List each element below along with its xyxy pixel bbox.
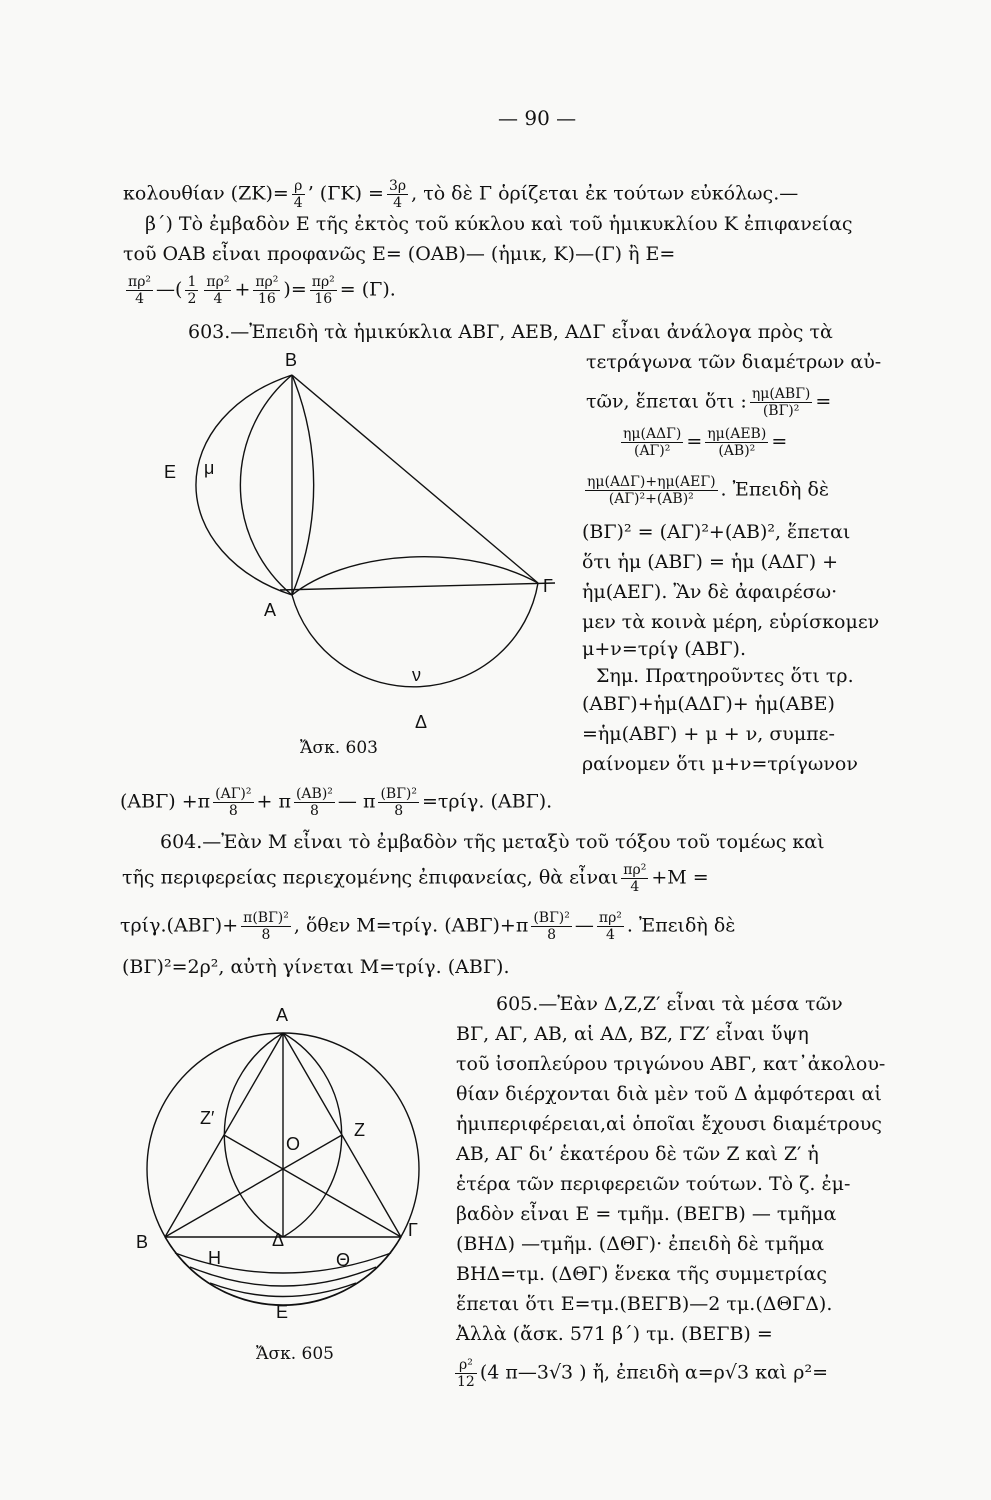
frac-num: πρ² [311,274,335,290]
l6-a: (ΑΒΓ) +π [120,790,211,813]
s605-line-12: Ἀλλὰ (ἄσκ. 571 β΄) τμ. (ΒΕΓΒ) = [456,1323,773,1345]
frac-pr2-4c [621,862,648,895]
line-bg [292,375,538,583]
l9-b: , ὅθεν Μ=τρίγ. (ΑΒΓ)+π [293,914,529,937]
label-e: E [164,462,177,482]
s605-line-1: 605.—Ἐὰν Δ,Ζ,Ζ′ εἶναι τὰ μέσα τῶν [496,993,843,1015]
frac-num: (ΒΓ)² [380,786,417,802]
fraction-zk [292,178,305,211]
frac-den: 2 [187,291,197,307]
right-line-5: (ΒΓ)² = (ΑΓ)²+(ΑΒ)², ἕπεται [582,521,851,543]
r3-eq1: = [686,430,703,453]
line-1-start: κολουθίαν (ΖΚ)= [123,182,289,205]
frac-num: ημ(ΑΒΓ) [751,386,811,402]
text-line-2: β΄) Τὸ ἐμβαδὸν Ε τῆς ἐκτὸς τοῦ κύκλου καὶ τοῦ ἡμικυκλίου Κ ἐπιφανείας [145,213,853,235]
semicircle-ab [224,1033,283,1237]
r3-eq2: = [771,430,788,453]
caption-605: Ἄσκ. 605 [256,1344,334,1364]
label-a-605: A [276,1005,289,1025]
frac-pr2-4d [597,910,624,943]
formula-line-4 [123,274,396,307]
right-line-6: ὅτι ἡμ (ΑΒΓ) = ἡμ (ΑΔΓ) + [582,551,839,573]
text-line-3: τοῦ ΟΑΒ εἶναι προφανῶς Ε= (ΟΑΒ)— (ἡμικ, Κ)—(Γ) ἢ Ε= [123,243,676,265]
frac-pbg2-8 [241,910,291,943]
s605-line-10: ΒΗΔ=τμ. (ΔΘΓ) ἕνεκα τῆς συμμετρίας [456,1263,828,1285]
s605-line-11: ἕπεται ὅτι Ε=τμ.(ΒΕΓΒ)—2 τμ.(ΔΘΓΔ). [456,1293,833,1315]
frac-den: 8 [394,803,404,819]
s605-line-6: ΑΒ, ΑΓ δι’ ἑκατέρου δὲ τῶν Ζ καὶ Ζ′ ἡ [456,1143,819,1165]
r2-pre: τῶν, ἕπεται ὅτι : [586,390,747,413]
frac-ab2-8 [294,786,335,819]
right-line-12: =ἡμ(ΑΒΓ) + μ + ν, συμπε- [582,723,835,745]
frac-den: 4 [135,291,144,307]
frac-1-2 [185,274,198,307]
right-line-8: μεν τὰ κοινὰ μέρη, εὑρίσκομεν [582,611,880,633]
l8-post: +Μ = [651,866,709,889]
text-line-8 [122,862,709,895]
l9-c: — [574,914,594,937]
frac-aeb [705,426,768,459]
frac-bg2-8 [378,786,419,819]
line-1-end: , τὸ δὲ Γ ὁρίζεται ἐκ τούτων εὐκόλως.— [411,182,799,205]
text-line-604: 604.—Ἐὰν Μ εἶναι τὸ ἐμβαδὸν τῆς μεταξὺ τοῦ τόξου τοῦ τομέως καὶ [160,831,825,853]
formula-line-6 [120,786,552,819]
s605-line-9: (ΒΗΔ) —τμῆμ. (ΔΘΓ)· ἐπειδὴ δὲ τμῆμα [456,1233,825,1255]
frac-num: π(ΒΓ)² [243,910,289,926]
s605-line-8: βαδὸν εἶναι Ε = τμῆμ. (ΒΕΓΒ) — τμῆμα [456,1203,837,1225]
semicircle-aeb [240,375,292,595]
frac-num: ημ(ΑΔΓ) [623,426,682,442]
right-line-10: Σημ. Πρατηροῦντες ὅτι τρ. [596,665,854,687]
l9-a: τρίγ.(ΑΒΓ)+ [120,914,239,937]
s605-line-13 [452,1357,828,1390]
page-number: — 90 — [498,106,577,130]
label-o: O [286,1134,301,1154]
frac-den: 4 [630,879,640,895]
right-line-11: (ΑΒΓ)+ἡμ(ΑΔΓ)+ ἡμ(ΑΒΕ) [582,693,835,715]
frac-num: πρ² [598,910,622,926]
s605-line-5: ἡμιπεριφέρειαι,αἱ ὁποῖαι ἔχουσι διαμέτρους [456,1113,882,1135]
frac-den: 4 [393,195,402,211]
right-line-2 [586,386,831,419]
frac-num: πρ² [623,862,647,878]
s605-line-7: ἑτέρα τῶν περιφερειῶν τούτων. Τὸ ζ. ἐμ- [456,1173,851,1195]
arc-mu [196,375,292,595]
frac-den: 8 [261,927,271,943]
figure-605 [130,1005,440,1335]
frac-sum [585,474,718,507]
caption-603: Ἄσκ. 603 [300,738,378,758]
frac-den: 4 [605,927,615,943]
frac-num: 3ρ [388,178,407,194]
s605-line-2: ΒΓ, ΑΓ, ΑΒ, αἱ ΑΔ, ΒΖ, ΓΖ′ εἶναι ὕψη [456,1023,809,1045]
frac-pr2-16b [310,274,337,307]
frac-pr2-16 [253,274,280,307]
formula-plus: + [234,278,251,301]
frac-num: ρ [292,178,305,195]
text-line-1 [123,178,798,211]
s13-post: (4 π—3√3 ) ἤ, ἐπειδὴ α=ρ√3 καὶ ρ²= [479,1361,828,1384]
frac-den: 12 [457,1374,475,1390]
frac-den: (ΑΓ)²+(ΑΒ)² [608,491,694,507]
label-g: Γ [543,576,553,596]
arc-inner [292,375,314,595]
frac-num: ημ(ΑΕΒ) [707,426,767,442]
line-ag [280,583,555,590]
r2-eq: = [815,390,832,413]
altitude-gzp [224,1135,401,1237]
frac-num: πρ² [206,274,230,290]
frac-den: 8 [309,803,319,819]
r4-post: . Ἐπειδὴ δὲ [720,478,830,501]
l8-pre: τῆς περιφερείας περιεχομένης ἐπιφανείας, θὰ εἶναι [122,866,619,889]
label-nu: ν [412,665,421,685]
frac-den: 16 [257,291,276,307]
figure-603 [150,345,590,765]
frac-num: (ΑΒ)² [295,786,333,802]
frac-den: 4 [213,291,223,307]
label-b-605: B [136,1232,149,1252]
label-zp: Z′ [200,1108,215,1128]
formula-close: )= [283,278,307,301]
frac-den: 8 [547,927,557,943]
frac-den: 4 [293,195,303,211]
text-line-10: (ΒΓ)²=2ρ², αὐτὴ γίνεται Μ=τρίγ. (ΑΒΓ). [122,956,510,978]
frac-den: (ΑΒ)² [718,443,756,459]
frac-num: πρ² [128,274,152,290]
frac-ag2-8 [213,786,253,819]
l9-d: . Ἐπειδὴ δὲ [626,914,736,937]
frac-den: (ΑΓ)² [633,443,671,459]
frac-num: 1 [187,274,197,290]
label-a: A [264,600,277,620]
label-mu: μ [204,458,215,478]
l6-c: — π [337,790,376,813]
label-b: B [285,350,298,370]
frac-den: 8 [228,803,238,819]
altitude-bz [165,1135,342,1237]
label-z: Z [354,1120,365,1140]
frac-abg [750,386,813,419]
line-1-mid: ’ (ΓΚ) = [307,182,384,205]
frac-num: ημ(ΑΔΓ)+ημ(ΑΕΓ) [587,474,716,490]
right-line-4 [582,474,829,507]
frac-num: (ΑΓ)² [215,786,252,802]
label-th: Θ [336,1250,351,1270]
label-d: Δ [415,712,428,732]
frac-num: πρ² [255,274,279,290]
l6-d: =τρίγ. (ΑΒΓ). [421,790,553,813]
frac-bg2-8b [531,910,572,943]
frac-den: (ΒΓ)² [762,403,800,419]
right-line-1: τετράγωνα τῶν διαμέτρων αὐ- [586,351,882,373]
frac-r2-12 [455,1357,477,1390]
s605-line-3: τοῦ ἰσοπλεύρου τριγώνου ΑΒΓ, κατ᾽ἀκολου- [456,1053,886,1075]
formula-open: —( [156,278,183,301]
frac-num: (ΒΓ)² [533,910,570,926]
frac-den: 16 [314,291,333,307]
right-line-13: ραίνομεν ὅτι μ+ν=τρίγωνον [582,753,858,775]
label-d-605: Δ [272,1230,285,1250]
frac-pr2-4b [204,274,231,307]
text-line-603: 603.—Ἐπειδὴ τὰ ἡμικύκλια ΑΒΓ, ΑΕΒ, ΑΔΓ εἶναι ἀνάλογα πρὸς τὰ [188,321,833,343]
label-h: H [208,1248,221,1268]
right-line-9: μ+ν=τρίγ (ΑΒΓ). [582,638,746,660]
frac-adg [621,426,683,459]
formula-end: = (Γ). [339,278,396,301]
label-g-605: Γ [408,1220,418,1240]
l6-b: + π [256,790,291,813]
label-e-605: E [276,1302,289,1322]
frac-pr2-4 [126,274,153,307]
frac-num: ρ² [455,1357,477,1374]
text-line-9 [120,910,736,943]
right-line-3 [618,426,787,459]
s605-line-4: θίαν διέρχονται διὰ μὲν τοῦ Δ ἀμφότεραι αἱ [456,1083,882,1105]
fraction-gk [387,178,408,211]
right-line-7: ἡμ(ΑΕΓ). Ἂν δὲ ἀφαιρέσω· [582,581,838,603]
